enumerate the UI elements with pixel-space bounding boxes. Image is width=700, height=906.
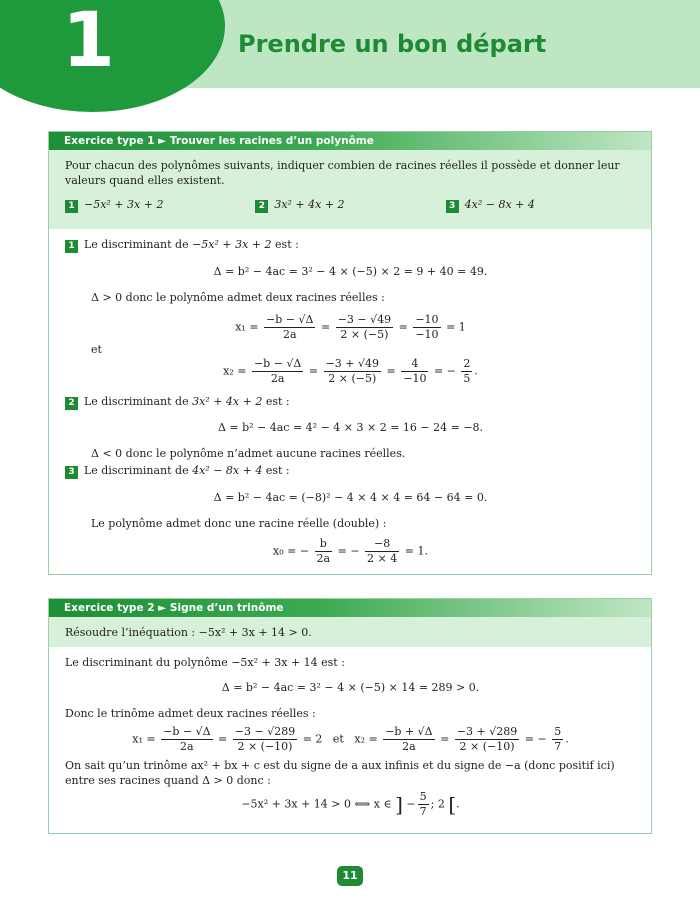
fraction-numerator: −8 [365,537,399,552]
math-text: x₁ = [235,320,259,334]
solution-text: Le discriminant de [84,464,193,477]
exercise-box-1 [48,131,652,575]
exercise-2-roots: x₁ = $\frac{-b - √\Delta}{2a}$ = $\frac{-3 - √289}{2 \times (-10)}$ = 2 et x₂ = $\frac{-b + √\Delta}{2a}$ = $\frac{-3 + √289}{2 \times (-10)}$ = − $\frac{5}{7}$ . [132,725,569,753]
item-polynomial: −5x² + 3x + 2 [84,198,164,211]
fraction-numerator: 5 [554,725,562,738]
fraction [455,725,519,754]
fraction [461,357,472,386]
item-number-badge: 2 [255,200,268,213]
fraction [413,313,440,342]
solution-text: Le discriminant de [84,395,193,408]
math-text: x₂ = [354,732,378,746]
math-text: = 2 [302,732,323,746]
math-text: ; 2 [430,797,445,811]
fraction-numerator: −b + √Δ [385,725,433,738]
fraction-denominator: 2a [282,328,297,341]
fraction-numerator: 5 [419,790,427,803]
exercise-2-statement-block [49,617,651,647]
exercise-2-delta: Δ = b² − 4ac = 3² − 4 × (−5) × 14 = 289 > 0. [221,681,480,694]
solution-2-delta: Δ = b² − 4ac = 4² − 4 × 3 × 2 = 16 − 24 = −8. [217,421,484,434]
exercise-item [255,198,445,213]
math-text: = 1 [446,320,466,334]
page-number: 11 [337,866,363,886]
solution-2-conclusion: Δ < 0 donc le polynôme n’admet aucune racines réelles. [91,447,406,460]
solution-1-conclusion: Δ > 0 donc le polynôme admet deux racines réelles : [91,291,385,304]
exercise-box-2 [48,598,652,834]
fraction-denominator: 2a [402,740,416,753]
chapter-number: 1 [62,0,115,84]
solution-number-badge: 2 [65,397,78,410]
fraction [324,357,381,386]
exercise-item [65,198,255,213]
exercise-1-solution [49,229,651,572]
fraction [264,313,315,342]
solution-text: Le discriminant de [84,238,193,251]
exercise-2-sign-text: On sait qu’un trinôme ax² + bx + c est du signe de a aux infinis et du signe de −a (donc positif ici) entre ses racines quand Δ > 0 donc : [65,759,615,787]
fraction-denominator: −10 [415,328,439,341]
math-text: = 1. [404,544,428,558]
fraction-numerator: −b − √Δ [266,313,314,326]
math-text: −5x² + 3x + 14 > 0 ⟺ x ∈ [241,797,396,811]
solution-3-x0: x₀ = − $\frac{b}{2a}$ = − $\frac{-8}{2 \times 4}$ = 1. [273,537,428,565]
math-text: x₁ = [132,732,156,746]
exercise-1-statement: Pour chacun des polynômes suivants, indiquer combien de racines réelles il possède et donner leur valeurs quand elles existent. [65,159,620,187]
fraction-denominator: 2 × 4 [367,552,398,565]
fraction-denominator: 2a [270,372,285,385]
fraction-numerator: −10 [415,313,439,326]
fraction-denominator: 2 × (−10) [237,740,293,753]
fraction-denominator: 7 [419,805,427,818]
fraction [365,537,399,566]
exercise-1-header: Exercice type 1 ► Trouver les racines d’un polynôme [49,132,651,150]
solution-polynomial: −5x² + 3x + 2 [192,238,272,251]
item-polynomial: 4x² − 8x + 4 [464,198,535,211]
fraction-numerator: −3 + √49 [325,357,380,370]
fraction [252,357,303,386]
solution-text: est : [262,395,290,408]
fraction-denominator: 2 × (−5) [340,328,389,341]
fraction [233,725,297,754]
solution-3-intro [65,463,636,479]
fraction [552,725,563,754]
fraction-numerator: −3 − √49 [337,313,392,326]
interval-bracket: ] [395,792,403,817]
exercise-2-intro: Le discriminant du polynôme −5x² + 3x + 14 est : [65,656,345,669]
fraction [383,725,434,754]
fraction-numerator: −3 + √289 [456,725,518,738]
item-number-badge: 3 [446,200,459,213]
solution-1-x2: x₂ = $\frac{-b - √\Delta}{2a}$ = $\frac{-3 + √49}{2 \times (-5)}$ = $\frac{4}{-10}$ = − $\frac{2}{5}$ . [223,357,478,385]
math-text: et [332,732,344,746]
item-number-badge: 1 [65,200,78,213]
solution-1-intro [65,237,636,253]
fraction-denominator: 5 [463,372,471,385]
fraction-numerator: b [315,537,333,552]
math-text: x₀ = − [273,544,310,558]
exercise-2-conclusion: Donc le trinôme admet deux racines réelles : [65,707,316,720]
solution-1-x1: x₁ = $\frac{-b - √\Delta}{2a}$ = $\frac{-3 - √49}{2 \times (-5)}$ = $\frac{-10}{-10}$ = 1 [235,313,466,341]
exercise-2-header: Exercice type 2 ► Signe d’un trinôme [49,599,651,617]
item-polynomial: 3x² + 4x + 2 [274,198,345,211]
solution-1-delta: Δ = b² − 4ac = 3² − 4 × (−5) × 2 = 9 + 40 = 49. [213,265,488,278]
fraction-numerator: 4 [401,357,428,372]
solution-1-et: et [91,343,102,356]
solution-number-badge: 3 [65,466,78,479]
exercise-2-solution [49,647,651,825]
solution-number-badge: 1 [65,240,78,253]
solution-3-conclusion: Le polynôme admet donc une racine réelle (double) : [91,517,387,530]
solution-text: est : [271,238,299,251]
fraction-numerator: 2 [463,357,471,370]
fraction [336,313,393,342]
fraction-denominator: −10 [403,372,427,385]
fraction-denominator: 2a [180,740,194,753]
fraction-denominator: 2 × (−10) [459,740,515,753]
solution-polynomial: 4x² − 8x + 4 [192,464,263,477]
fraction [315,537,333,566]
interval-bracket: [ [448,792,457,817]
fraction-numerator: −b − √Δ [163,725,211,738]
fraction [161,725,212,754]
exercise-2-statement: Résoudre l’inéquation : −5x² + 3x + 14 > 0. [65,626,312,639]
exercise-2-final: −5x² + 3x + 14 > 0 ⟺ x ∈ ] − $\frac{5}{7}$ ; 2 [. [241,790,460,818]
fraction [401,357,428,386]
exercise-1-items [65,198,636,213]
fraction-numerator: −b − √Δ [253,357,302,370]
chapter-title: Prendre un bon départ [238,30,547,58]
fraction-denominator: 7 [554,740,562,753]
fraction [418,790,429,819]
fraction-denominator: 2a [316,552,331,565]
fraction-numerator: −3 − √289 [234,725,296,738]
math-text: x₂ = [223,364,247,378]
solution-text: est : [262,464,290,477]
solution-polynomial: 3x² + 4x + 2 [192,395,263,408]
exercise-item [446,198,636,213]
fraction-denominator: 2 × (−5) [328,372,377,385]
solution-3-delta: Δ = b² − 4ac = (−8)² − 4 × 4 × 4 = 64 − 64 = 0. [213,491,488,504]
exercise-1-statement-block [49,150,651,229]
solution-2-intro [65,394,636,410]
